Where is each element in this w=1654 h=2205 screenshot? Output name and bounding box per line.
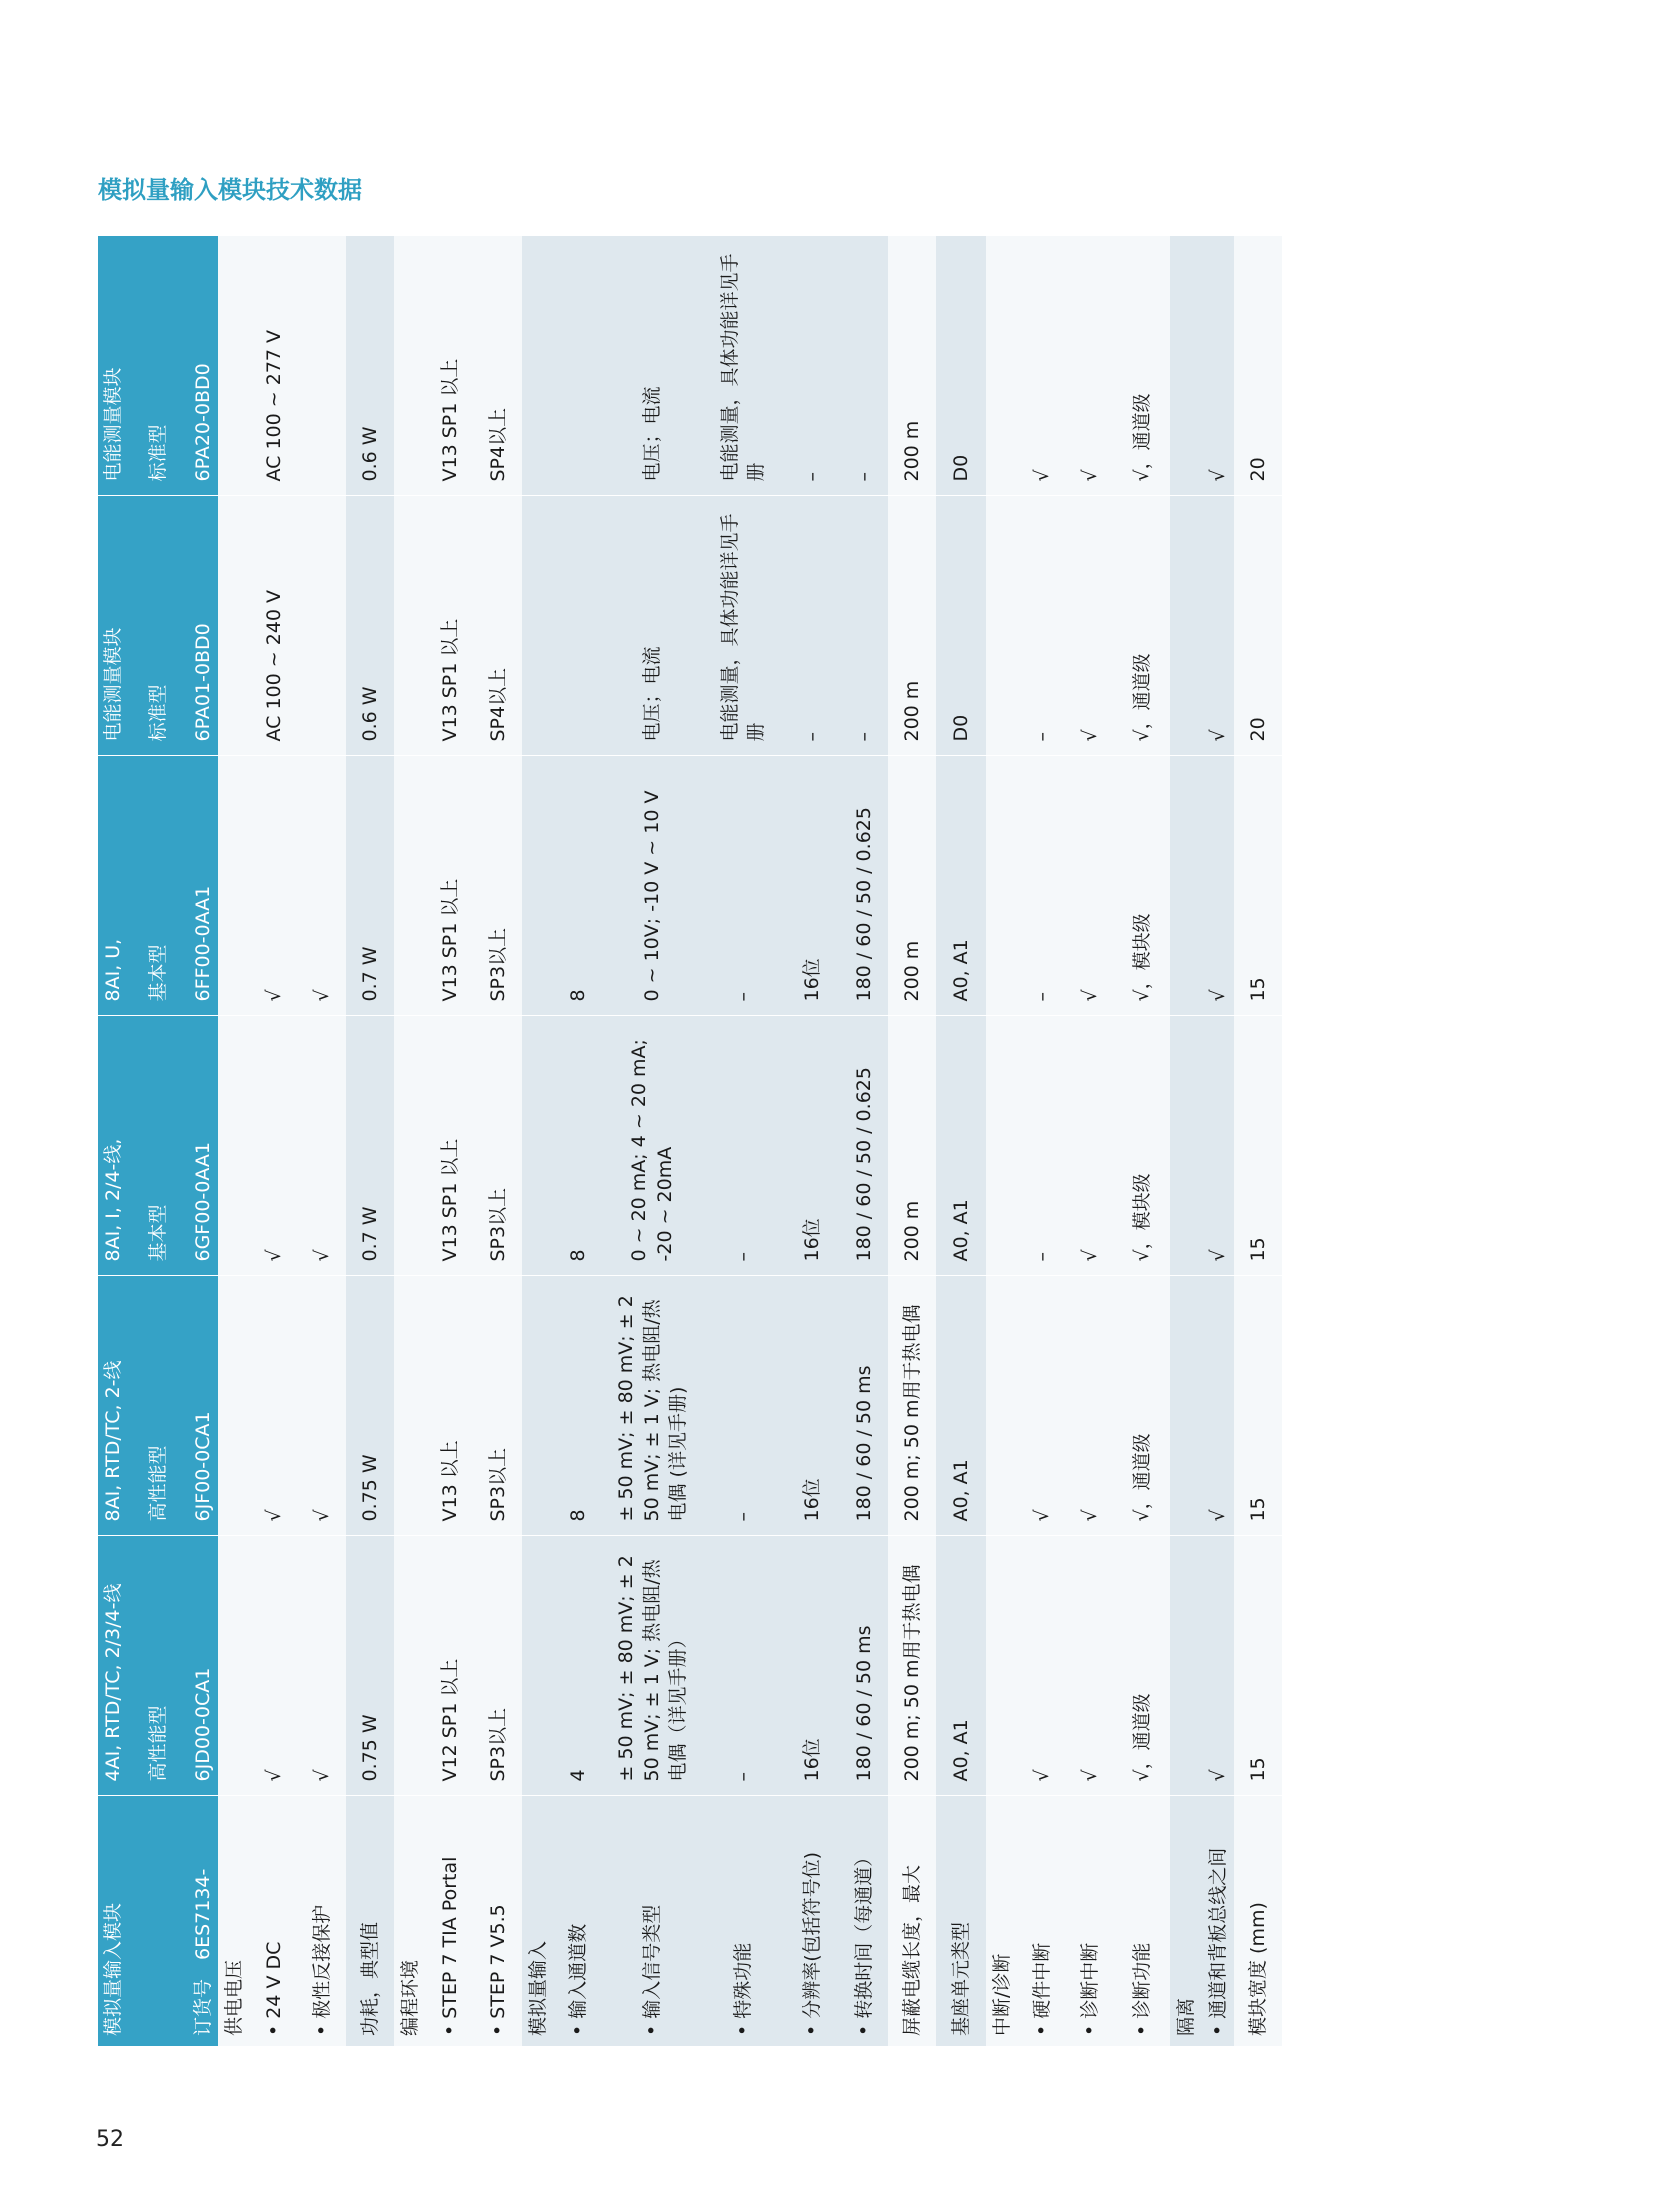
table-cell (298, 236, 346, 496)
table-cell: 200 m; 50 m用于热电偶 (888, 1276, 936, 1536)
table-cell: 0 ~ 10V; -10 V ~ 10 V (602, 756, 702, 1016)
table-row (394, 236, 426, 2046)
table-cell (554, 496, 602, 756)
table-cell: 0 ~ 20 mA; 4 ~ 20 mA; -20 ~ 20mA (602, 1016, 702, 1276)
table-row (602, 236, 702, 2046)
table-cell: 200 m; 50 m用于热电偶 (888, 1536, 936, 1796)
row-label: • 24 V DC (250, 1796, 298, 2046)
column-header-line1: 电能测量模块 (98, 496, 128, 756)
table-row (936, 236, 986, 2046)
table-cell (1170, 1016, 1202, 1276)
row-label: • 诊断功能 (1114, 1796, 1170, 2046)
table-cell: 电能测量，具体功能详见手册 (702, 496, 784, 756)
row-label: • 转换时间（每通道） (840, 1796, 888, 2046)
table-cell: √ (1066, 1536, 1114, 1796)
table-cell: √，模块级 (1114, 756, 1170, 1016)
table-row (1170, 236, 1202, 2046)
header-row-2 (128, 236, 188, 2046)
table-cell: 16位 (784, 1276, 840, 1536)
table-cell: – (702, 1536, 784, 1796)
row-label: • STEP 7 V5.5 (474, 1796, 522, 2046)
column-header-line2: 基本型 (128, 756, 188, 1016)
table-cell: ± 50 mV; ± 80 mV; ± 250 mV; ± 1 V; 热电阻/热电偶 (详见手册) (602, 1276, 702, 1536)
table-cell: 16位 (784, 1016, 840, 1276)
column-header-line2: 标准型 (128, 496, 188, 756)
table-cell: √ (1202, 1536, 1234, 1796)
table-cell: √ (298, 1276, 346, 1536)
table-cell: – (840, 496, 888, 756)
table-cell: 0.6 W (346, 236, 394, 496)
table-cell: √ (298, 1016, 346, 1276)
table-cell (394, 1276, 426, 1536)
column-header-line2: 标准型 (128, 236, 188, 496)
table-cell: – (702, 1276, 784, 1536)
table-row (346, 236, 394, 2046)
table-cell: √，模块级 (1114, 1016, 1170, 1276)
table-cell: 180 / 60 / 50 ms (840, 1276, 888, 1536)
table-cell: 0.7 W (346, 1016, 394, 1276)
column-header-line1: 8AI, U, (98, 756, 128, 1016)
table-cell: 200 m (888, 1016, 936, 1276)
table-row (1114, 236, 1170, 2046)
table-cell: – (784, 236, 840, 496)
column-header-line2: 基本型 (128, 1016, 188, 1276)
table-cell: √ (1066, 236, 1114, 496)
header-title: 模拟量输入模块 (98, 1796, 128, 2046)
table-cell: 15 (1234, 756, 1282, 1016)
table-cell: √，通道级 (1114, 1276, 1170, 1536)
table-cell: 8 (554, 756, 602, 1016)
column-order-number: 6PA20-0BD0 (188, 236, 218, 496)
row-label: 功耗，典型值 (346, 1796, 394, 2046)
row-label: 隔离 (1170, 1796, 1202, 2046)
table-cell: 电压；电流 (602, 496, 702, 756)
table-cell: A0, A1 (936, 1016, 986, 1276)
table-cell: 200 m (888, 236, 936, 496)
table-cell (394, 756, 426, 1016)
table-cell: V13 以上 (426, 1276, 474, 1536)
table-cell: √ (1018, 1536, 1066, 1796)
table-cell (986, 236, 1018, 496)
table-row (218, 236, 250, 2046)
table-cell (218, 756, 250, 1016)
table-cell: 15 (1234, 1016, 1282, 1276)
table-cell (986, 1276, 1018, 1536)
table-cell (394, 1536, 426, 1796)
column-header-line1: 电能测量模块 (98, 236, 128, 496)
column-order-number: 6JD00-0CA1 (188, 1536, 218, 1796)
table-cell: √ (250, 1016, 298, 1276)
table-cell: 8 (554, 1016, 602, 1276)
table-cell: – (1018, 1016, 1066, 1276)
table-row (250, 236, 298, 2046)
table-cell (554, 236, 602, 496)
table-cell: √ (250, 756, 298, 1016)
table-cell: 4 (554, 1536, 602, 1796)
table-cell (986, 496, 1018, 756)
table-cell: 20 (1234, 236, 1282, 496)
table-cell: √ (1018, 236, 1066, 496)
table-cell: √，通道级 (1114, 236, 1170, 496)
row-label: 屏蔽电缆长度，最大 (888, 1796, 936, 2046)
row-label: • 分辨率(包括符号位) (784, 1796, 840, 2046)
table-cell: V13 SP1 以上 (426, 756, 474, 1016)
row-label: 模拟量输入 (522, 1796, 554, 2046)
table-cell: V13 SP1 以上 (426, 236, 474, 496)
table-cell: AC 100 ~ 240 V (250, 496, 298, 756)
table-cell: SP3以上 (474, 756, 522, 1016)
table-cell (218, 236, 250, 496)
column-order-number: 6PA01-0BD0 (188, 496, 218, 756)
header-row-3 (188, 236, 218, 2046)
table-cell: – (702, 1016, 784, 1276)
table-cell: 0.75 W (346, 1276, 394, 1536)
table-cell: 0.6 W (346, 496, 394, 756)
table-cell: SP3以上 (474, 1276, 522, 1536)
table-cell (298, 496, 346, 756)
header-spacer (128, 1796, 188, 2046)
table-cell: ± 50 mV; ± 80 mV; ± 250 mV; ± 1 V; 热电阻/热电偶（详见手册） (602, 1536, 702, 1796)
table-cell: √ (1202, 236, 1234, 496)
table-cell: 20 (1234, 496, 1282, 756)
table-cell: 180 / 60 / 50 ms (840, 1536, 888, 1796)
table-cell: A0, A1 (936, 1276, 986, 1536)
row-label: • 诊断中断 (1066, 1796, 1114, 2046)
table-row (554, 236, 602, 2046)
page-number: 52 (96, 2127, 124, 2152)
table-cell: 0.75 W (346, 1536, 394, 1796)
column-order-number: 6FF00-0AA1 (188, 756, 218, 1016)
table-cell: SP4以上 (474, 496, 522, 756)
table-row (702, 236, 784, 2046)
row-label: • 通道和背板总线之间 (1202, 1796, 1234, 2046)
table-cell (1170, 496, 1202, 756)
order-number-label: 订货号 6ES7134- (188, 1796, 218, 2046)
table-cell: √ (1202, 1016, 1234, 1276)
page-title: 模拟量输入模块技术数据 (98, 176, 362, 204)
table-row (1018, 236, 1066, 2046)
table-cell: √ (1202, 496, 1234, 756)
table-cell: √ (298, 1536, 346, 1796)
spec-table-container (98, 236, 1384, 2046)
table-row (986, 236, 1018, 2046)
table-cell (986, 1536, 1018, 1796)
table-row (784, 236, 840, 2046)
header-row-1 (98, 236, 128, 2046)
table-cell: √ (250, 1276, 298, 1536)
table-cell: 180 / 60 / 50 / 0.625 (840, 1016, 888, 1276)
row-label: • 输入通道数 (554, 1796, 602, 2046)
table-row (298, 236, 346, 2046)
table-cell: √ (250, 1536, 298, 1796)
row-label: • STEP 7 TIA Portal (426, 1796, 474, 2046)
table-cell (394, 1016, 426, 1276)
row-label: 编程环境 (394, 1796, 426, 2046)
table-cell (1170, 236, 1202, 496)
table-row (888, 236, 936, 2046)
row-label: • 输入信号类型 (602, 1796, 702, 2046)
row-label: • 硬件中断 (1018, 1796, 1066, 2046)
table-cell (1170, 756, 1202, 1016)
column-order-number: 6GF00-0AA1 (188, 1016, 218, 1276)
table-cell: V12 SP1 以上 (426, 1536, 474, 1796)
row-label: 供电电压 (218, 1796, 250, 2046)
table-row (1234, 236, 1282, 2046)
row-label: 模块宽度 (mm) (1234, 1796, 1282, 2046)
column-order-number: 6JF00-0CA1 (188, 1276, 218, 1536)
table-row (474, 236, 522, 2046)
table-cell: 200 m (888, 496, 936, 756)
table-cell: 电能测量，具体功能详见手册 (702, 236, 784, 496)
column-header-line1: 8AI, I, 2/4-线, (98, 1016, 128, 1276)
rotated-table (98, 236, 1384, 2046)
table-cell: √ (1066, 1016, 1114, 1276)
table-cell: SP3以上 (474, 1016, 522, 1276)
table-cell (218, 1276, 250, 1536)
table-cell (522, 756, 554, 1016)
table-cell (522, 1016, 554, 1276)
row-label: 中断/诊断 (986, 1796, 1018, 2046)
table-cell: – (840, 236, 888, 496)
table-cell: – (702, 756, 784, 1016)
table-cell: 8 (554, 1276, 602, 1536)
table-cell: V13 SP1 以上 (426, 496, 474, 756)
table-cell: SP4以上 (474, 236, 522, 496)
table-cell: AC 100 ~ 277 V (250, 236, 298, 496)
column-header-line2: 高性能型 (128, 1536, 188, 1796)
table-cell: V13 SP1 以上 (426, 1016, 474, 1276)
table-cell: √ (298, 756, 346, 1016)
table-row (522, 236, 554, 2046)
table-cell: √ (1066, 496, 1114, 756)
table-cell (522, 1276, 554, 1536)
table-cell: 16位 (784, 756, 840, 1016)
table-cell: D0 (936, 496, 986, 756)
table-cell (1170, 1276, 1202, 1536)
table-cell: √ (1202, 756, 1234, 1016)
table-cell: – (1018, 496, 1066, 756)
table-cell: √ (1066, 756, 1114, 1016)
table-cell: √，通道级 (1114, 496, 1170, 756)
table-cell (394, 236, 426, 496)
table-cell (522, 236, 554, 496)
table-cell (218, 1016, 250, 1276)
row-label: • 特殊功能 (702, 1796, 784, 2046)
table-row (1202, 236, 1234, 2046)
table-cell: 200 m (888, 756, 936, 1016)
table-row (1066, 236, 1114, 2046)
table-cell (218, 1536, 250, 1796)
table-cell: √ (1066, 1276, 1114, 1536)
table-cell: 15 (1234, 1276, 1282, 1536)
column-header-line2: 高性能型 (128, 1276, 188, 1536)
table-cell (986, 1016, 1018, 1276)
table-cell: A0, A1 (936, 1536, 986, 1796)
table-cell: 16位 (784, 1536, 840, 1796)
table-cell: 0.7 W (346, 756, 394, 1016)
column-header-line1: 4AI, RTD/TC, 2/3/4-线 (98, 1536, 128, 1796)
table-cell: D0 (936, 236, 986, 496)
table-cell (394, 496, 426, 756)
table-cell: A0, A1 (936, 756, 986, 1016)
table-cell: – (1018, 756, 1066, 1016)
row-label: • 极性反接保护 (298, 1796, 346, 2046)
table-cell (986, 756, 1018, 1016)
table-row (426, 236, 474, 2046)
table-row (840, 236, 888, 2046)
table-cell (218, 496, 250, 756)
table-cell: SP3以上 (474, 1536, 522, 1796)
table-cell: √ (1018, 1276, 1066, 1536)
table-cell (1170, 1536, 1202, 1796)
table-cell: 电压；电流 (602, 236, 702, 496)
row-label: 基座单元类型 (936, 1796, 986, 2046)
table-cell: – (784, 496, 840, 756)
table-cell (522, 1536, 554, 1796)
spec-table (98, 236, 1282, 2047)
column-header-line1: 8AI, RTD/TC, 2-线 (98, 1276, 128, 1536)
table-cell: √，通道级 (1114, 1536, 1170, 1796)
table-cell: √ (1202, 1276, 1234, 1536)
table-cell: 180 / 60 / 50 / 0.625 (840, 756, 888, 1016)
table-cell: 15 (1234, 1536, 1282, 1796)
table-cell (522, 496, 554, 756)
